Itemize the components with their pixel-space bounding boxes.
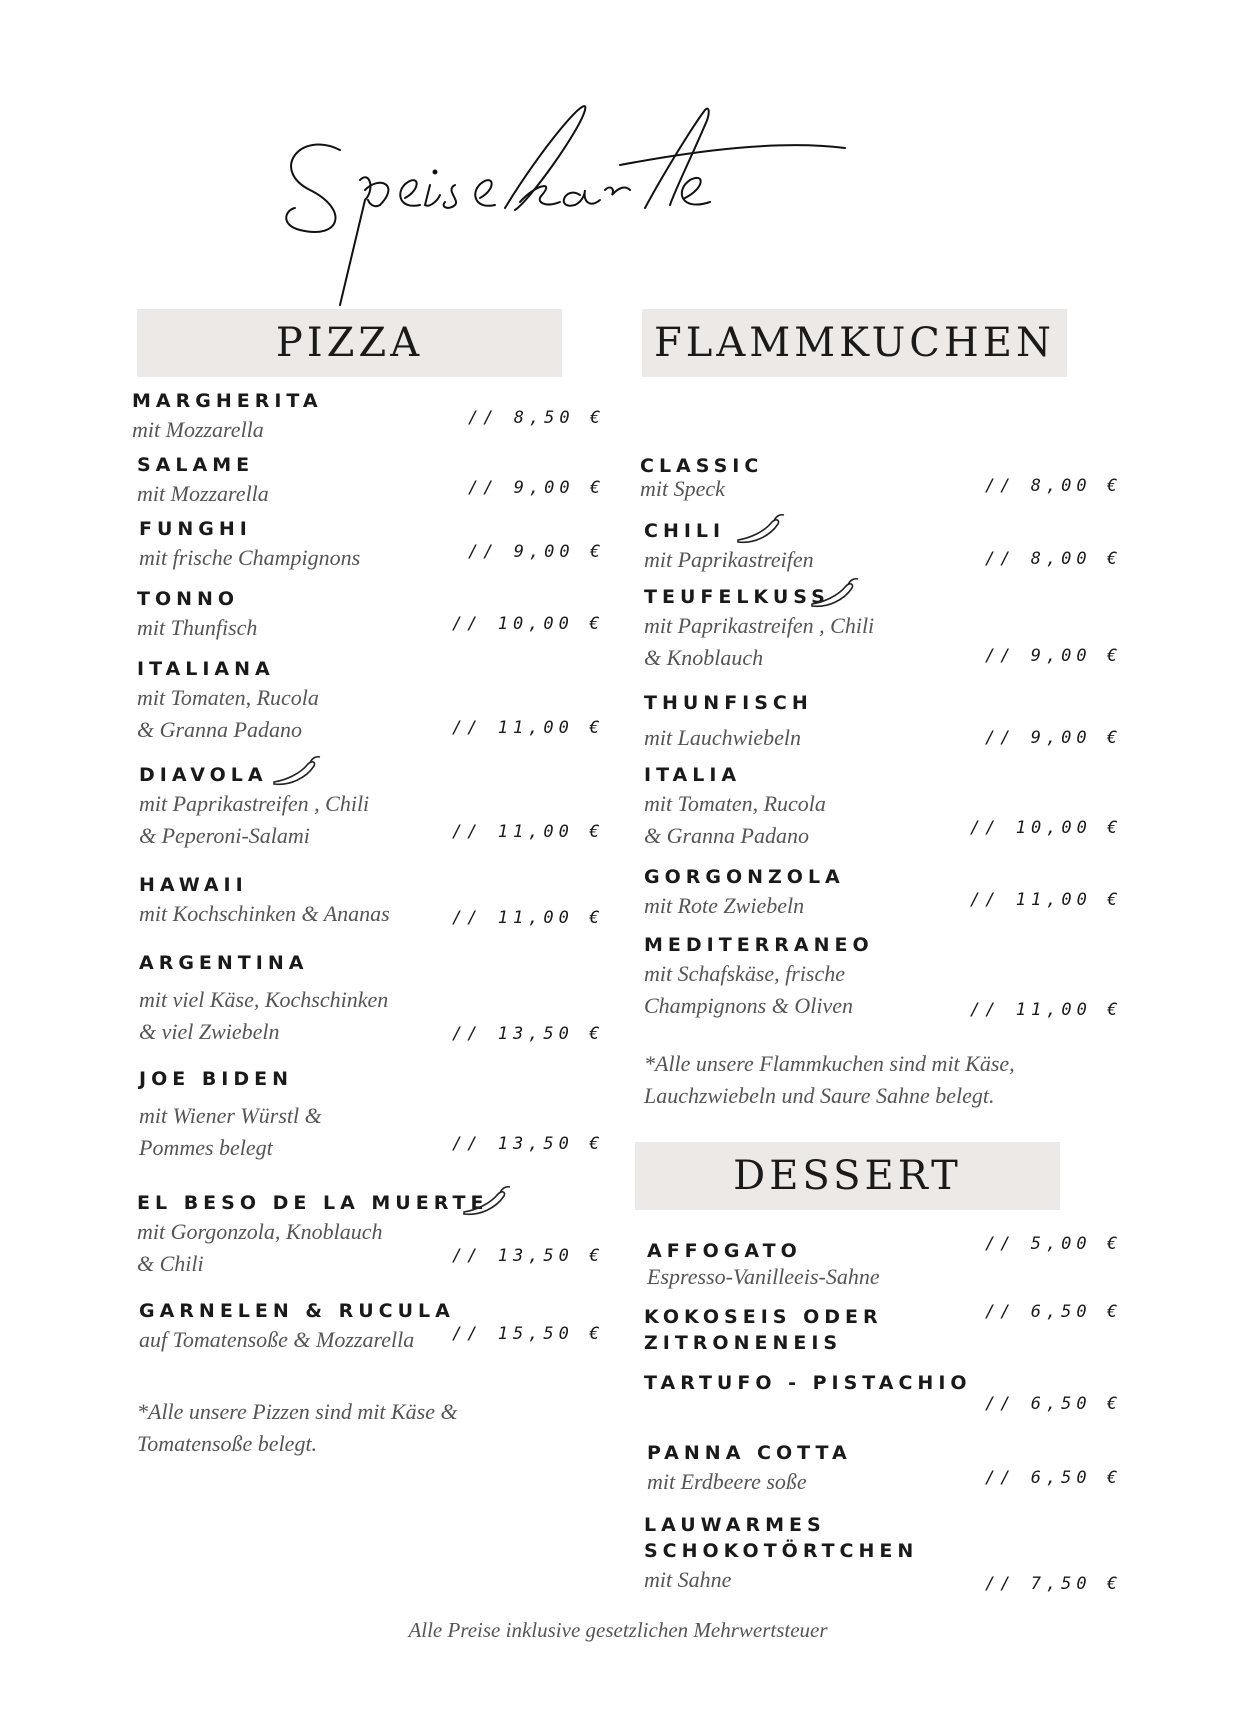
menu-item (644, 1512, 918, 1596)
item-price: // 7,50 € (985, 1574, 1123, 1594)
item-name: MARGHERITA (132, 390, 323, 412)
item-price: // 9,00 € (985, 646, 1123, 666)
item-description: mit Lauchwiebeln (644, 725, 802, 750)
item-price: // 11,00 € (452, 822, 605, 842)
menu-item (132, 388, 323, 446)
item-name: CHILI (644, 520, 726, 542)
item-name: AFFOGATO (647, 1240, 802, 1262)
item-price: // 9,00 € (985, 728, 1123, 748)
item-description: mit Paprikastreifen , Chili (644, 613, 875, 638)
item-description: mit Thunfisch (137, 615, 258, 640)
item-description: Espresso-Vanilleeis-Sahne (647, 1264, 880, 1289)
chili-icon (460, 1184, 514, 1220)
item-name-line2: SCHOKOTÖRTCHEN (644, 1540, 919, 1562)
note-line: *Alle unsere Pizzen sind mit Käse & (137, 1399, 458, 1424)
menu-item (139, 1298, 455, 1356)
item-description: mit Tomaten, Rucola (137, 685, 319, 710)
item-price: // 13,50 € (452, 1134, 605, 1154)
item-name: GORGONZOLA (644, 866, 845, 888)
section-header-flammkuchen: FLAMMKUCHEN (642, 309, 1067, 377)
menu-item (647, 1238, 880, 1290)
item-price: // 6,50 € (985, 1302, 1123, 1322)
item-description: mit Kochschinken & Ananas (139, 901, 390, 926)
item-description: mit Paprikastreifen , Chili (139, 791, 370, 816)
item-name: TONNO (137, 588, 240, 610)
item-price: // 10,00 € (452, 614, 605, 634)
chili-icon (734, 512, 788, 548)
menu-item (644, 1304, 883, 1356)
item-price: // 6,50 € (985, 1394, 1123, 1414)
item-description: mit Mozzarella (132, 417, 264, 442)
menu-item (137, 452, 269, 510)
menu-item (647, 1440, 852, 1498)
item-name: EL BESO DE LA MUERTE (137, 1192, 489, 1214)
item-price: // 11,00 € (970, 1000, 1123, 1020)
item-price: // 9,00 € (468, 478, 606, 498)
menu-item (644, 762, 826, 852)
item-description: mit viel Käse, Kochschinken (139, 987, 389, 1012)
menu-item (640, 456, 763, 502)
menu-item (137, 586, 257, 644)
item-description: mit Schafskäse, frische (644, 961, 846, 986)
item-price: // 11,00 € (452, 718, 605, 738)
item-price: // 8,00 € (985, 476, 1123, 496)
note-line: Lauchzwiebeln und Saure Sahne belegt. (644, 1083, 995, 1108)
item-description: mit Erdbeere soße (647, 1469, 807, 1494)
flammkuchen-note (644, 1048, 1015, 1112)
item-name-line2: ZITRONENEIS (644, 1332, 843, 1354)
item-name: SALAME (137, 454, 255, 476)
item-name: JOE BIDEN (139, 1068, 294, 1090)
menu-item (644, 690, 813, 754)
menu-item (644, 932, 874, 1022)
item-name: DIAVOLA (139, 764, 268, 786)
menu-item (139, 762, 369, 852)
item-name: PANNA COTTA (647, 1442, 852, 1464)
item-price: // 9,00 € (468, 542, 606, 562)
item-description-line2: & viel Zwiebeln (139, 1019, 280, 1044)
pizza-note (137, 1396, 458, 1460)
item-price: // 13,50 € (452, 1024, 605, 1044)
menu-item (139, 872, 390, 930)
item-description: mit Gorgonzola, Knoblauch (137, 1219, 383, 1244)
item-name: GARNELEN & RUCULA (139, 1300, 455, 1322)
item-name: TARTUFO - PISTACHIO (644, 1372, 972, 1394)
menu-item (644, 1370, 972, 1396)
item-name: ITALIA (644, 764, 742, 786)
item-name: MEDITERRANEO (644, 934, 874, 956)
item-price: // 6,50 € (985, 1468, 1123, 1488)
item-description-line2: Champignons & Oliven (644, 993, 853, 1018)
item-name: HAWAII (139, 874, 248, 896)
item-description: auf Tomatensoße & Mozzarella (139, 1327, 415, 1352)
menu-item (139, 950, 388, 1048)
item-name: TEUFELKUSS (644, 586, 830, 608)
page-title (280, 90, 940, 310)
item-price: // 8,50 € (468, 408, 606, 428)
item-name: CLASSIC (640, 455, 764, 477)
item-name: ARGENTINA (139, 952, 309, 974)
item-name: LAUWARMES (644, 1514, 826, 1536)
item-description-line2: & Peperoni-Salami (139, 823, 310, 848)
item-description-line2: & Granna Padano (644, 823, 809, 848)
item-price: // 10,00 € (970, 818, 1123, 838)
item-description-line2: Pommes belegt (139, 1135, 273, 1160)
item-description-line2: & Chili (137, 1251, 204, 1276)
menu-item (137, 1190, 488, 1280)
note-line: *Alle unsere Flammkuchen sind mit Käse, (644, 1051, 1015, 1076)
item-price: // 5,00 € (985, 1234, 1123, 1254)
title-script-logo (280, 90, 940, 310)
item-price: // 8,00 € (985, 549, 1123, 569)
item-name: KOKOSEIS ODER (644, 1306, 883, 1328)
item-name: FUNGHI (139, 518, 252, 540)
chili-icon (270, 754, 324, 790)
item-description: mit Sahne (644, 1567, 732, 1592)
item-description-line2: & Granna Padano (137, 717, 302, 742)
item-description-line2: & Knoblauch (644, 645, 764, 670)
item-price: // 15,50 € (452, 1324, 605, 1344)
menu-item (137, 656, 319, 746)
item-description: mit Wiener Würstl & (139, 1103, 322, 1128)
item-description: mit Paprikastreifen (644, 547, 814, 572)
footer-note: Alle Preise inklusive gesetzlichen Mehrwertsteuer (408, 1618, 828, 1642)
chili-icon (808, 576, 862, 612)
note-line: Tomatensoße belegt. (137, 1431, 318, 1456)
item-price: // 13,50 € (452, 1246, 605, 1266)
menu-item (139, 1066, 322, 1164)
item-description: mit Rote Zwiebeln (644, 893, 805, 918)
section-header-dessert: DESSERT (635, 1142, 1060, 1210)
menu-item (644, 864, 845, 922)
item-price: // 11,00 € (452, 908, 605, 928)
item-price: // 11,00 € (970, 890, 1123, 910)
item-description: mit Mozzarella (137, 481, 269, 506)
item-name: THUNFISCH (644, 692, 813, 714)
section-header-pizza: PIZZA (137, 309, 562, 377)
item-name: ITALIANA (137, 658, 275, 680)
item-description: mit Speck (640, 476, 725, 501)
item-description: mit frische Champignons (139, 545, 361, 570)
menu-item (139, 516, 360, 574)
item-description: mit Tomaten, Rucola (644, 791, 826, 816)
menu-item (644, 518, 814, 576)
